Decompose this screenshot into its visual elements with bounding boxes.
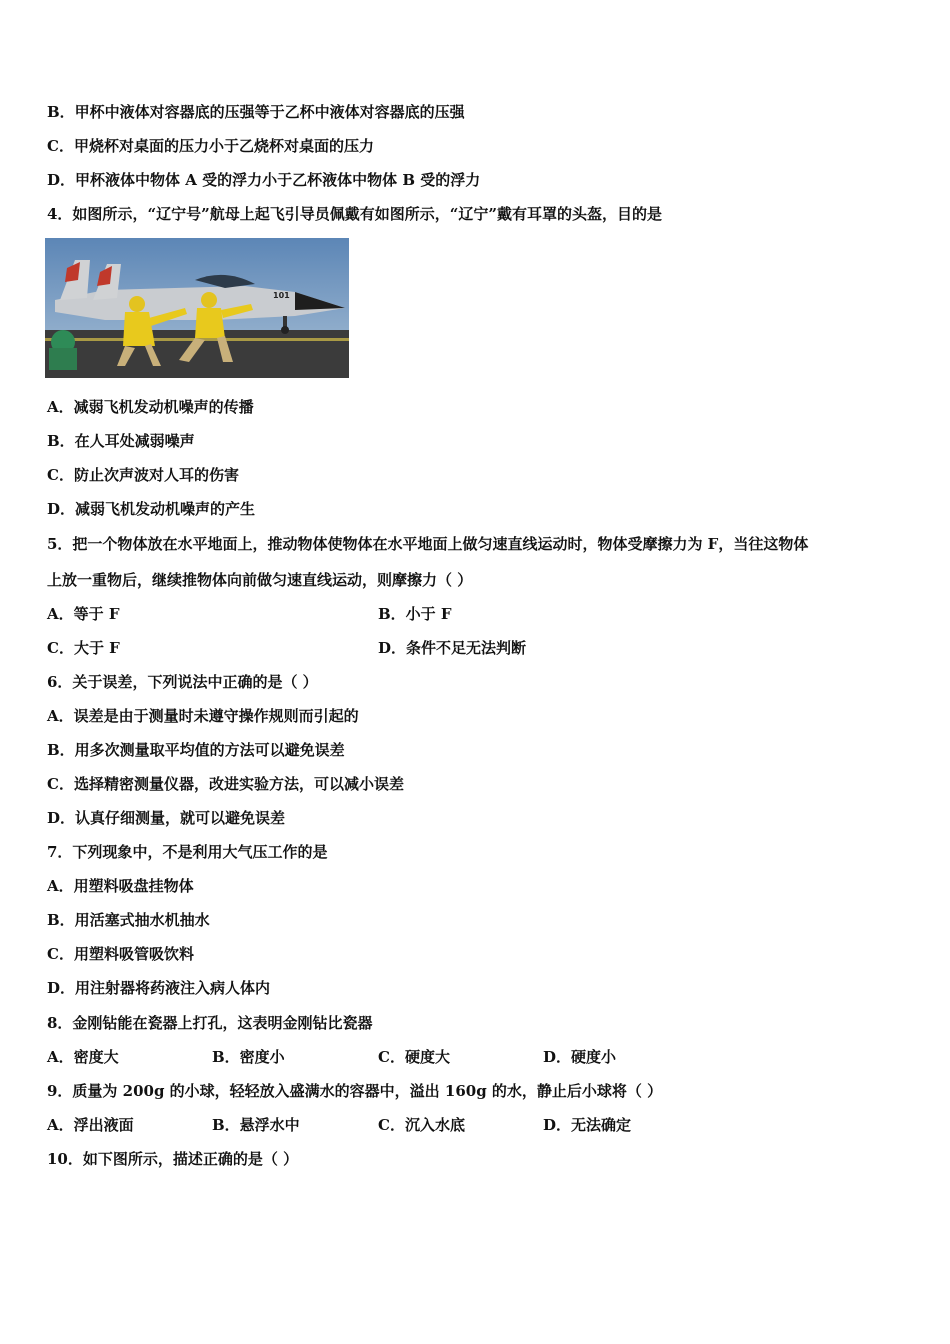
- q7-option-d: D．用注射器将药液注入病人体内: [47, 979, 271, 997]
- q6-option-b: B．用多次测量取平均值的方法可以避免误差: [47, 741, 345, 759]
- q4-option-b: B．在人耳处减弱噪声: [47, 432, 195, 450]
- q9-option-a: A．浮出液面: [47, 1116, 134, 1134]
- q3-option-d: D．甲杯液体中物体 A 受的浮力小于乙杯液体中物体 B 受的浮力: [47, 171, 481, 189]
- q4-stem: 4．如图所示，“辽宁号”航母上起飞引导员佩戴有如图所示，“辽宁”戴有耳罩的头盔，目的是: [47, 205, 662, 223]
- q5-option-b: B．小于 F: [378, 605, 452, 623]
- q3-option-b: B．甲杯中液体对容器底的压强等于乙杯中液体对容器底的压强: [47, 103, 465, 121]
- q8-option-a: A．密度大: [47, 1048, 119, 1066]
- q5-stem-line1: 5．把一个物体放在水平地面上，推动物体使物体在水平地面上做匀速直线运动时，物体受摩擦力为 F，当往这物体: [47, 535, 809, 553]
- q4-option-c: C．防止次声波对人耳的伤害: [47, 466, 239, 484]
- q6-option-c: C．选择精密测量仪器，改进实验方法，可以减小误差: [47, 775, 404, 793]
- q4-option-a: A．减弱飞机发动机噪声的传播: [47, 398, 254, 416]
- q7-option-a: A．用塑料吸盘挂物体: [47, 877, 194, 895]
- q4-option-d: D．减弱飞机发动机噪声的产生: [47, 500, 256, 518]
- q5-option-a: A．等于 F: [47, 605, 120, 623]
- q5-option-c: C．大于 F: [47, 639, 120, 657]
- q9-option-d: D．无法确定: [543, 1116, 632, 1134]
- q8-option-c: C．硬度大: [378, 1048, 450, 1066]
- aircraft-carrier-photo: [45, 238, 349, 378]
- q9-stem: 9．质量为 200g 的小球，轻轻放入盛满水的容器中，溢出 160g 的水，静止后小球将（ ）: [47, 1082, 663, 1100]
- q8-option-b: B．密度小: [212, 1048, 285, 1066]
- q6-option-d: D．认真仔细测量，就可以避免误差: [47, 809, 286, 827]
- q5-stem-line2: 上放一重物后，继续推物体向前做匀速直线运动，则摩擦力（ ）: [47, 571, 473, 589]
- q10-stem: 10．如下图所示，描述正确的是（ ）: [47, 1150, 299, 1168]
- q6-stem: 6．关于误差，下列说法中正确的是（ ）: [47, 673, 318, 691]
- q7-option-b: B．用活塞式抽水机抽水: [47, 911, 210, 929]
- q8-option-d: D．硬度小: [543, 1048, 617, 1066]
- q6-option-a: A．误差是由于测量时未遵守操作规则而引起的: [47, 707, 359, 725]
- q9-option-c: C．沉入水底: [378, 1116, 465, 1134]
- q7-option-c: C．用塑料吸管吸饮料: [47, 945, 194, 963]
- q5-option-d: D．条件不足无法判断: [378, 639, 527, 657]
- jet-number: 101: [273, 291, 290, 300]
- q7-stem: 7．下列现象中，不是利用大气压工作的是: [47, 843, 328, 861]
- q3-option-c: C．甲烧杯对桌面的压力小于乙烧杯对桌面的压力: [47, 137, 374, 155]
- q8-stem: 8．金刚钻能在瓷器上打孔，这表明金刚钻比瓷器: [47, 1014, 373, 1032]
- q9-option-b: B．悬浮水中: [212, 1116, 300, 1134]
